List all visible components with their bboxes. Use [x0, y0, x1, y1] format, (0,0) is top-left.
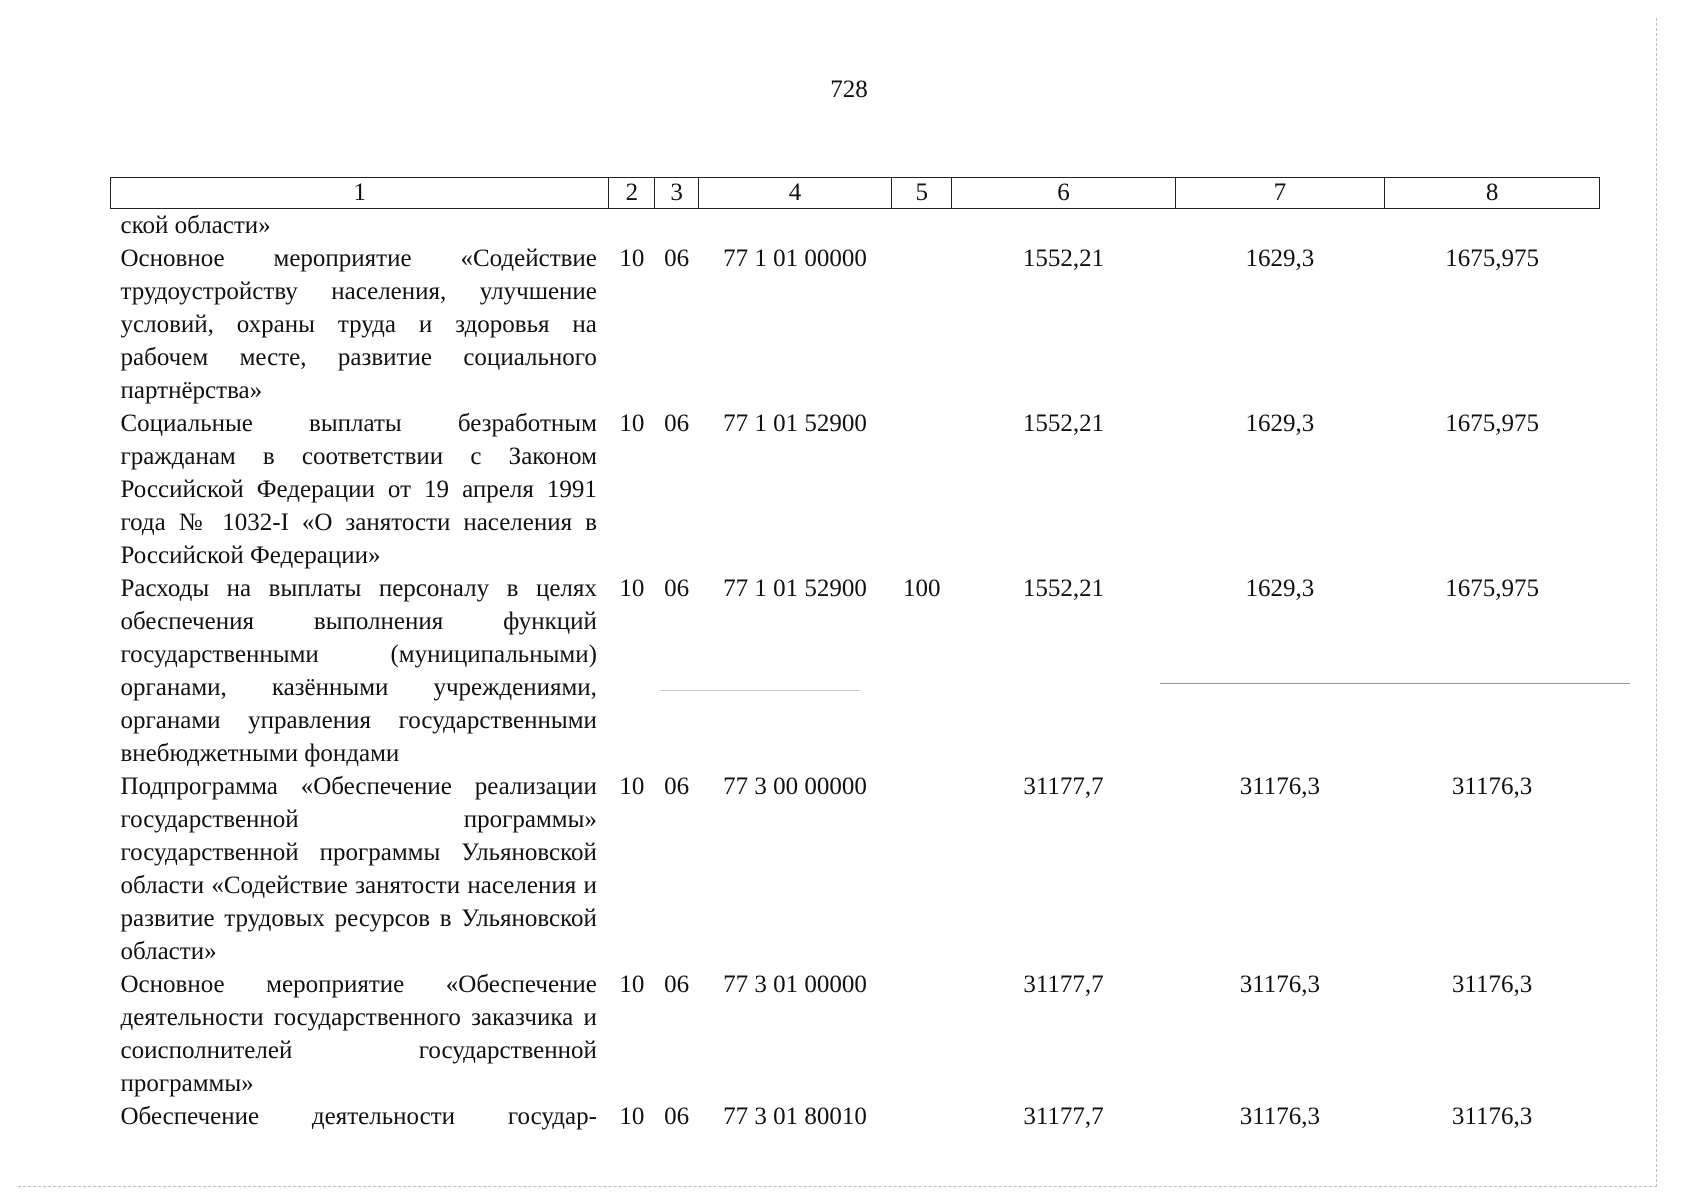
row-section: 10: [619, 245, 645, 272]
header-col-3: 3: [655, 178, 699, 209]
scan-artifact-line: [660, 690, 860, 691]
row-name: Обеспечение деятельности государ-: [120, 1103, 597, 1130]
row-subsection: [655, 209, 699, 243]
row-code: 77 3 01 00000: [723, 971, 867, 998]
row-amount-1: 31177,7: [1023, 971, 1104, 998]
row-subsection: 06: [664, 575, 690, 602]
row-amount-2: 1629,3: [1245, 575, 1315, 602]
row-amount-1: [952, 209, 1175, 243]
page-number: 728: [830, 76, 868, 103]
table-row: [111, 407, 1600, 572]
header-col-7: 7: [1175, 178, 1385, 209]
row-subsection: 06: [664, 1103, 690, 1130]
row-name: Расходы на выплаты персоналу в целях обеспечения выполнения функций государственными (муниципальными) органами, казёнными учреждениями, органами управления государственными внебюджетными фондами: [120, 575, 597, 767]
row-amount-2: [1175, 209, 1385, 243]
row-amount-3: 31176,3: [1451, 1103, 1533, 1130]
row-amount-3: 1675,975: [1445, 410, 1539, 437]
row-code: 77 1 01 52900: [723, 410, 867, 437]
row-name: Социальные выплаты безработным гражданам в соответствии с Законом Российской Федерации от 19 апреля 1991 года № 1032-I «О занятости населения в Российской Федерации»: [120, 410, 597, 569]
budget-table: [110, 177, 1600, 1133]
table-row: [111, 770, 1600, 968]
table-row: [111, 209, 1600, 243]
row-code: 77 3 00 00000: [723, 773, 867, 800]
row-amount-3: 1675,975: [1445, 245, 1539, 272]
table-row: [111, 572, 1600, 770]
row-expense-type: [891, 209, 951, 243]
row-section: 10: [619, 410, 645, 437]
row-amount-3: 1675,975: [1445, 575, 1539, 602]
row-amount-1: 1552,21: [1022, 410, 1105, 437]
row-expense-type: [891, 770, 951, 968]
row-amount-3: 31176,3: [1451, 773, 1533, 800]
row-expense-type: [891, 968, 951, 1100]
row-expense-type: [891, 407, 951, 572]
row-subsection: 06: [664, 245, 690, 272]
table-row: [111, 242, 1600, 407]
row-amount-1: 31177,7: [1023, 773, 1104, 800]
row-expense-type: [891, 1100, 951, 1133]
row-expense-type: [891, 242, 951, 407]
row-section: [609, 209, 655, 243]
row-code: 77 1 01 00000: [723, 245, 867, 272]
header-row: [111, 178, 1600, 209]
row-section: 10: [619, 773, 645, 800]
row-subsection: 06: [664, 773, 690, 800]
header-col-5: 5: [891, 178, 951, 209]
row-section: 10: [619, 575, 645, 602]
row-code: 77 1 01 52900: [723, 575, 867, 602]
row-code: 77 3 01 80010: [723, 1103, 867, 1130]
row-amount-3: [1385, 209, 1600, 243]
row-section: 10: [619, 1103, 645, 1130]
row-amount-2: 1629,3: [1245, 245, 1315, 272]
row-amount-2: 31176,3: [1239, 1103, 1321, 1130]
row-expense-type: 100: [902, 575, 941, 602]
header-col-4: 4: [699, 178, 892, 209]
row-section: 10: [619, 971, 645, 998]
header-col-2: 2: [609, 178, 655, 209]
row-amount-1: 1552,21: [1022, 575, 1105, 602]
row-name: Основное мероприятие «Обеспечение деятельности государственного заказчика и соисполнителей государственной программы»: [120, 971, 597, 1097]
row-name: ской области»: [120, 212, 271, 239]
table-row: [111, 1100, 1600, 1133]
header-col-6: 6: [952, 178, 1175, 209]
row-amount-2: 31176,3: [1239, 971, 1321, 998]
row-subsection: 06: [664, 410, 690, 437]
header-col-1: 1: [111, 178, 609, 209]
row-subsection: 06: [664, 971, 690, 998]
scan-artifact-line: [1160, 683, 1630, 684]
row-name: Основное мероприятие «Содействие трудоустройству населения, улучшение условий, охраны труда и здоровья на рабочем месте, развитие социального партнёрства»: [120, 245, 597, 404]
row-amount-3: 31176,3: [1451, 971, 1533, 998]
table-row: [111, 968, 1600, 1100]
row-name: Подпрограмма «Обеспечение реализации государственной программы» государственной программы Ульяновской области «Содействие занятости населения и развитие трудовых ресурсов в Ульяновской области»: [120, 773, 597, 965]
row-amount-1: 31177,7: [1023, 1103, 1104, 1130]
header-col-8: 8: [1385, 178, 1600, 209]
row-code: [699, 209, 892, 243]
row-amount-1: 1552,21: [1022, 245, 1105, 272]
row-amount-2: 1629,3: [1245, 410, 1315, 437]
row-amount-2: 31176,3: [1239, 773, 1321, 800]
